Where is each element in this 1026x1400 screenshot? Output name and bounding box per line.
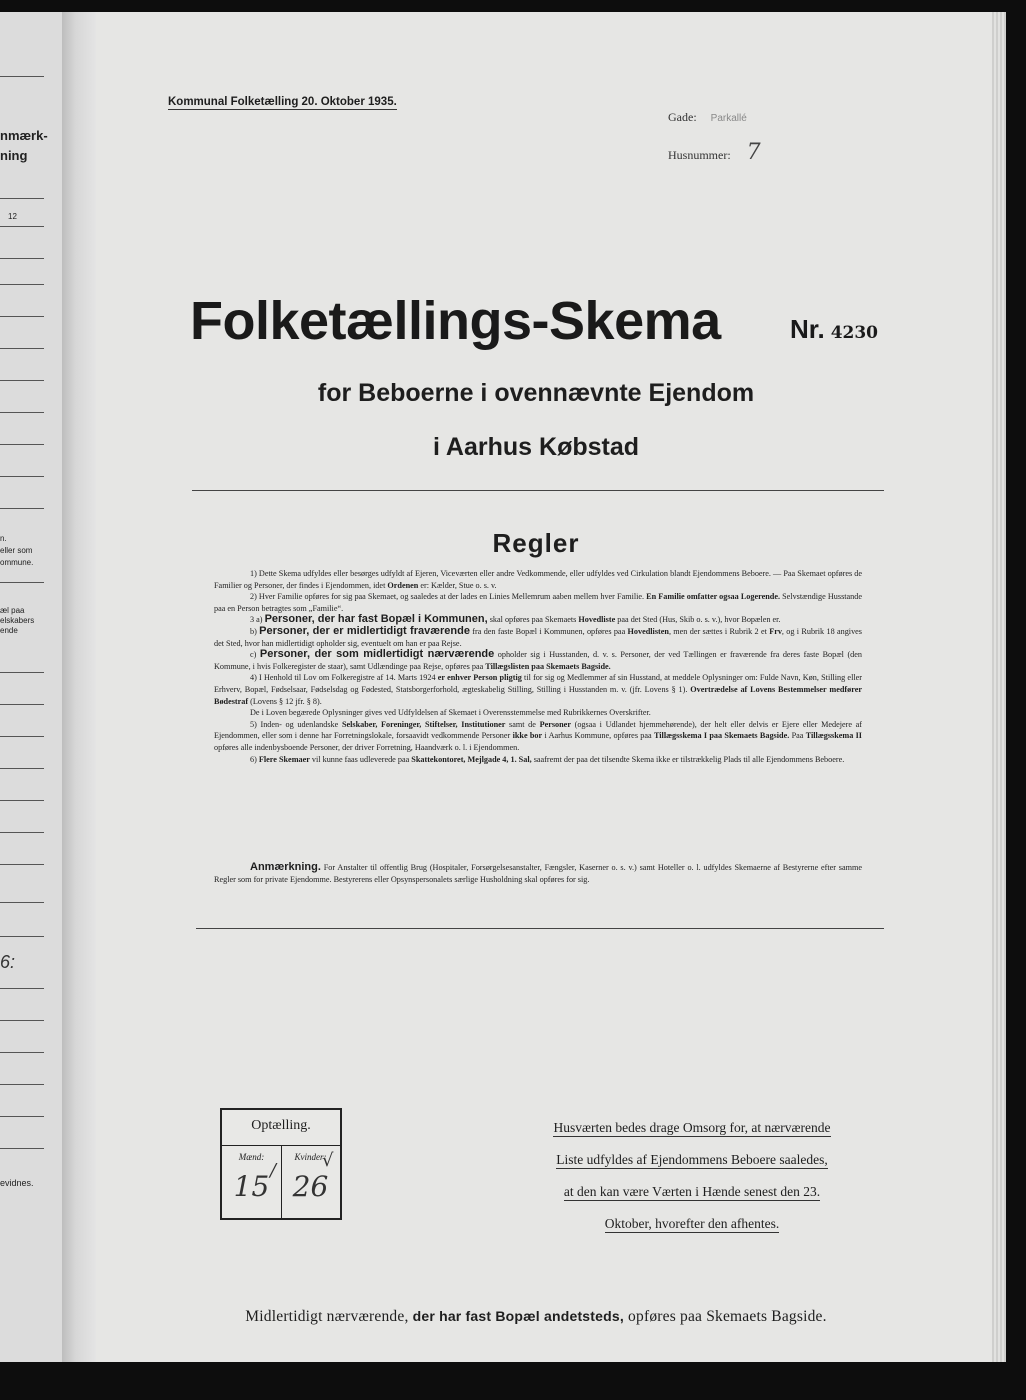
landlord-note — [524, 1112, 860, 1240]
footer-note: Midlertidigt nærværende, der har fast Bopæl andetsteds, opføres paa Skemaets Bagside. — [245, 1308, 827, 1325]
form-rule — [0, 76, 44, 77]
note-section — [214, 862, 862, 885]
form-number — [790, 314, 878, 345]
form-number-label: Nr. — [790, 314, 825, 344]
left-fragment: n. — [0, 534, 7, 543]
rule-4: 4) I Henhold til Lov om Folkeregistre af 14. Marts 1924 er enhver Person pligtig til for sig og Medlemmer af sin Husstand, at meddele Oplysninger om: Fulde Navn, Køn, Stilling eller Erhverv, Bopæl, Fødselsaar, Fødselsdag og Fødested, Statsborgerforhold, ægteskabelig Stilling, Stilling i Husstanden m. v. (jfr. Lovens § 1). Overtrædelse af Lovens Bestemmelser medfører Bødestraf (Lovens § 12 jfr. § 8). — [214, 673, 862, 706]
rule-5: 5) Inden- og udenlandske Selskaber, Foreninger, Stiftelser, Institutioner samt de Personer (ogsaa i Udlandet hjemmehørende), der helt eller delvis er Ejere eller Medejere af Ejendommen, eller som i denne har Forretningslokale, forsaavidt vedkommende Personer ikke bor i Aarhus Kommune, opføres paa Tillægsskema I paa Skemaets Bagside. Paa Tillægsskema II opføres alle indenbysboende Personer, der driver Forretning, Haandværk o. l. i Ejendommen. — [214, 719, 862, 752]
left-fragment: 12 — [8, 212, 17, 221]
form-rule — [0, 226, 44, 227]
left-fragment: elskabers — [0, 616, 35, 625]
form-rule — [0, 936, 44, 937]
form-rule — [0, 412, 44, 413]
landlord-note-line: Oktober, hvorefter den afhentes. — [604, 1216, 780, 1231]
form-rule — [0, 508, 44, 509]
note-text: For Anstalter til offentlig Brug (Hospitaler, Forsørgelsesanstalter, Fængsler, Kaserner o. s. v.) samt Hoteller o. l. udfyldes Skemaerne af Bestyrerne efter samme Regler som for private Ejendomme. Bestyrerens eller Opsynspersonalets særlige Husholdning skal opføres for sig. — [214, 863, 862, 884]
left-fragment: ende — [0, 626, 18, 635]
rule-3b: b) Personer, der er midlertidigt fraværende fra den faste Bopæl i Kommunen, opføres paa Hovedlisten, men der sættes i Rubrik 2 et Frv, og i Rubrik 18 angives det Sted, hvor han midlertidigt opholder sig, eventuelt om han er paa Rejse. — [214, 624, 862, 648]
form-rule — [0, 316, 44, 317]
page-stack-edge — [992, 12, 1006, 1362]
rule-6: 6) Flere Skemaer vil kunne faas udleverede paa Skattekontoret, Mejlgade 4, 1. Sal, saafremt der paa det tilsendte Skema ikke er tilstrækkelig Plads til alle Ejendommens Beboere. — [250, 754, 845, 764]
form-rule — [0, 444, 44, 445]
note-heading: Anmærkning. — [250, 861, 321, 873]
rule-1: 1) Dette Skema udfyldes eller besørges udfyldt af Ejeren, Viceværten eller andre Vedkommende, eller udfyldes ved Cirkulation blandt Ejendommens Beboere. — Paa Skemaet opføres de Familier og Personer, der findes i Ejendommen, idet Ordenen er: Kælder, Stue o. s. v. — [214, 569, 862, 590]
house-number-value: 7 — [746, 140, 761, 165]
form-rule — [0, 988, 44, 989]
form-rule — [0, 380, 44, 381]
form-rule — [0, 1084, 44, 1085]
rule-3c: c) Personer, der som midlertidigt nærværende opholder sig i Husstanden, d. v. s. Personer, der ved Tællingen er fraværende fra deres faste Bopæl (den Kommune, i hvis Folkeregister de staar), samt Udlændinge paa Rejse, opføres paa Tillægslisten paa Skemaets Bagside. — [214, 648, 862, 671]
census-form-page — [96, 12, 1006, 1362]
rule-3a: 3 a) Personer, der har fast Bopæl i Kommunen, skal opføres paa Skemaets Hovedliste paa det Sted (Hus, Skib o. s. v.), hvor Bopælen er. — [250, 613, 781, 626]
men-count: 15 — [233, 1170, 270, 1203]
street-value: Parkallé — [710, 113, 747, 124]
landlord-note-line: Husværten bedes drage Omsorg for, at nærværende — [553, 1120, 831, 1135]
left-fragment: eller som — [0, 546, 33, 555]
landlord-note-line: at den kan være Værten i Hænde senest den 23. — [563, 1184, 821, 1199]
rule-2: 2) Hver Familie opføres for sig paa Skemaet, og saaledes at der lades en Linies Mellemrum aaben mellem hver Familie. En Familie omfatter ogsaa Logerende. Selvstændige Husstande paa en Person betragtes som „Familie“. — [214, 592, 862, 613]
rule-4-note: De i Loven begærede Oplysninger gives ved Udfyldelsen af Skemaet i Overensstemmelse med Rubrikkernes Overskrifter. — [250, 708, 651, 718]
count-box — [220, 1108, 342, 1220]
form-rule — [0, 736, 44, 737]
women-count: 26 — [292, 1170, 329, 1203]
form-subtitle-city: i Aarhus Købstad — [432, 433, 640, 461]
form-rule — [0, 672, 44, 673]
left-fragment: 6: — [0, 952, 16, 972]
form-rule — [0, 476, 44, 477]
form-rule — [0, 832, 44, 833]
rules-heading: Regler — [492, 528, 580, 558]
form-rule — [0, 1020, 44, 1021]
rules-text — [214, 568, 862, 765]
street-field — [668, 108, 747, 126]
form-rule — [0, 348, 44, 349]
form-rule — [0, 582, 44, 583]
form-rule — [0, 704, 44, 705]
divider — [196, 928, 884, 929]
left-fragment: ommune. — [0, 558, 34, 567]
book-spine — [62, 12, 96, 1362]
form-rule — [0, 1148, 44, 1149]
women-label: Kvinder: — [294, 1152, 327, 1162]
form-rule — [0, 768, 44, 769]
form-rule — [0, 1116, 44, 1117]
form-title: Folketællings-Skema — [190, 291, 721, 351]
form-rule — [0, 284, 44, 285]
census-header: Kommunal Folketælling 20. Oktober 1935. — [168, 96, 397, 108]
form-rule — [0, 198, 44, 199]
form-rule — [0, 800, 44, 801]
house-number-field — [668, 140, 761, 165]
left-fragment: nmærk- — [0, 128, 48, 143]
left-fragment: æl paa — [0, 606, 25, 615]
men-label: Mænd: — [238, 1152, 265, 1162]
left-fragment: evidnes. — [0, 1178, 34, 1188]
form-rule — [0, 258, 44, 259]
form-subtitle: for Beboerne i ovennævnte Ejendom — [317, 379, 755, 407]
left-page-fragment — [0, 12, 63, 1362]
divider — [192, 490, 884, 491]
left-fragment: ning — [0, 148, 28, 163]
check-mark-icon: / — [270, 1160, 277, 1181]
landlord-note-line: Liste udfyldes af Ejendommens Beboere saaledes, — [556, 1152, 828, 1167]
house-number-label: Husnummer: — [668, 148, 731, 162]
form-rule — [0, 1052, 44, 1053]
check-mark-icon: √ — [322, 1150, 334, 1171]
count-box-title: Optælling. — [251, 1118, 311, 1133]
form-rule — [0, 864, 44, 865]
form-rule — [0, 902, 44, 903]
form-number-value: 4230 — [830, 323, 879, 343]
street-label: Gade: — [668, 110, 697, 124]
